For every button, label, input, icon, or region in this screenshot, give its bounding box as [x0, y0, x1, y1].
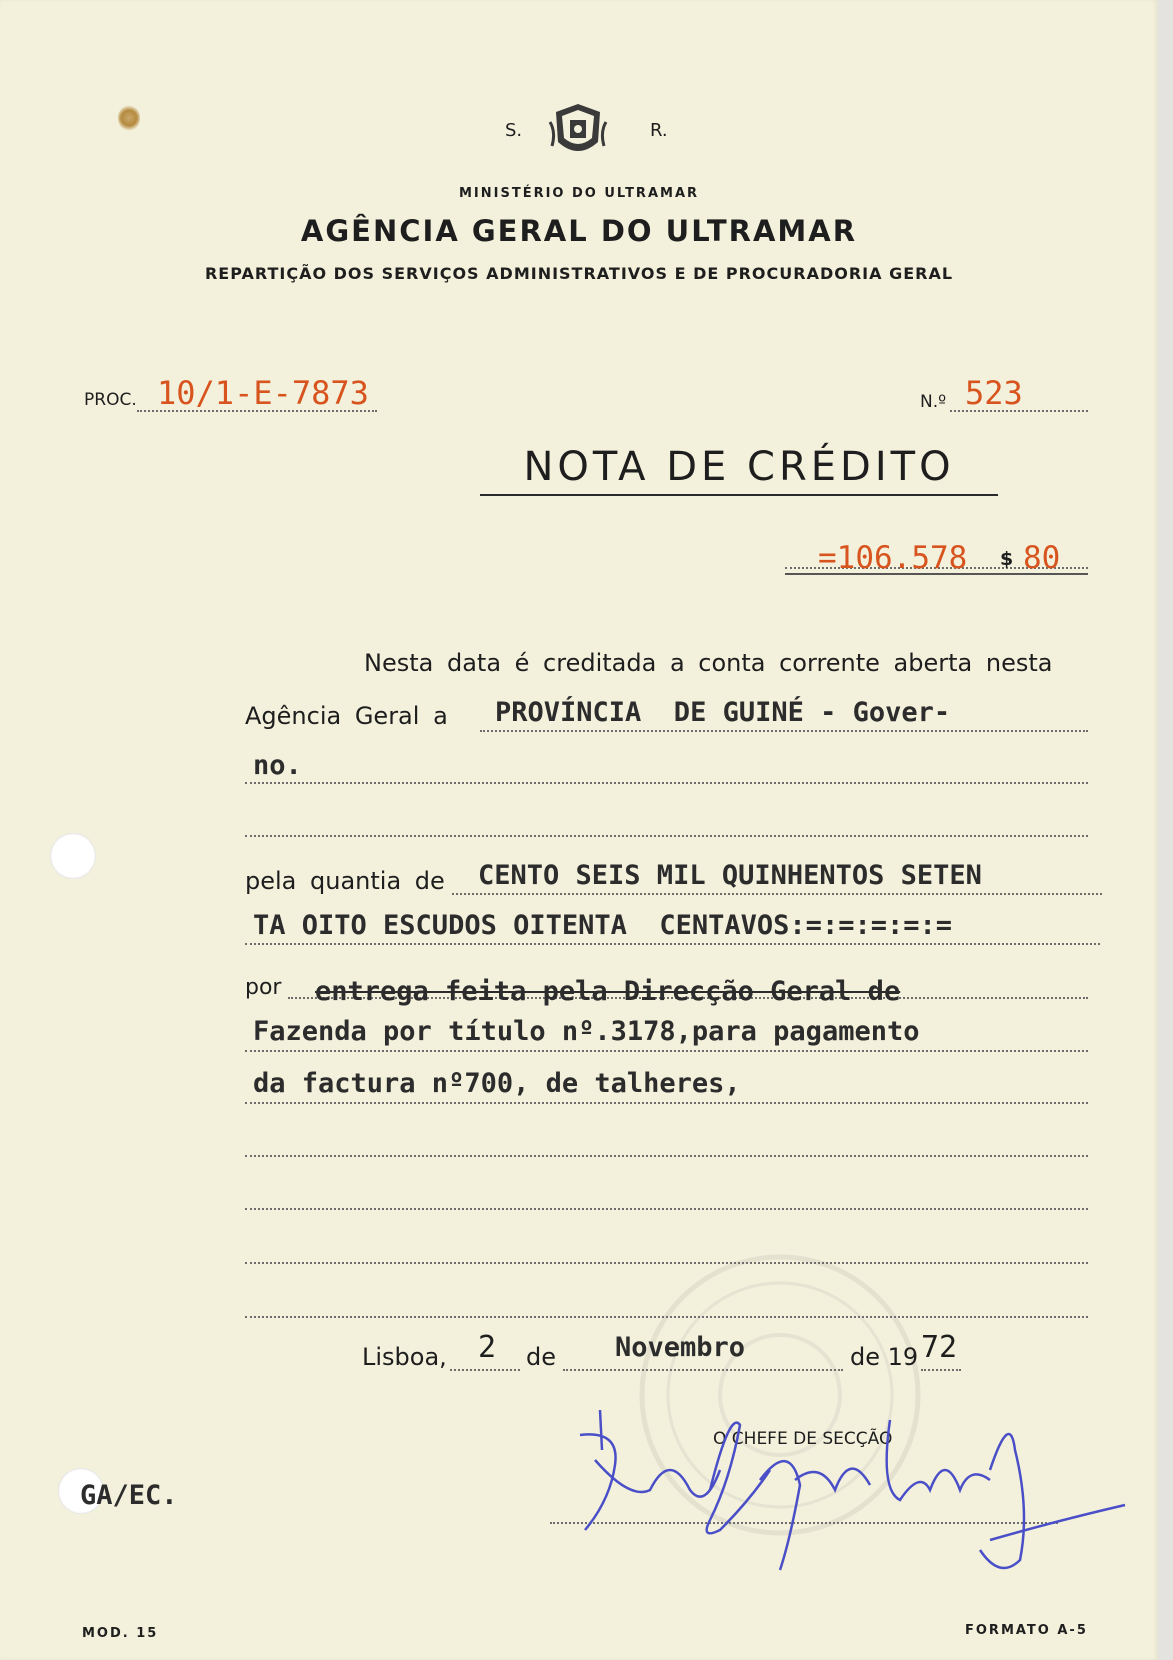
blank-dotted-line-2	[245, 1155, 1088, 1157]
blank-dotted-line-4	[245, 1262, 1088, 1264]
proc-value: 10/1-E-7873	[157, 374, 369, 412]
amount-cents: 80	[1023, 540, 1061, 576]
date-month: Novembro	[615, 1332, 746, 1363]
blank-dotted-line-5	[245, 1316, 1088, 1318]
number-label: N.º	[920, 392, 947, 412]
date-de-1: de	[526, 1343, 556, 1371]
date-day-dotted-line	[450, 1369, 520, 1371]
reason-prefix: por	[245, 975, 282, 1000]
quantity-dotted-line-2	[245, 943, 1100, 945]
reason-line-1: entrega feita pela Direcção Geral de	[315, 976, 901, 1007]
date-year: 72	[921, 1330, 958, 1365]
punch-hole-top	[50, 833, 96, 879]
amount-integer: =106.578	[818, 540, 968, 576]
department-name: REPARTIÇÃO DOS SERVIÇOS ADMINISTRATIVOS E DE PROCURADORIA GERAL	[204, 264, 954, 283]
date-city: Lisboa,	[362, 1343, 447, 1371]
beneficiary-dotted-line-1	[480, 730, 1088, 732]
format-label: FORMATO A-5	[965, 1623, 1088, 1638]
quantity-line-2: TA OITO ESCUDOS OITENTA CENTAVOS:=:=:=:=:=	[253, 910, 952, 941]
reason-line-3: da factura nº700, de talheres,	[253, 1068, 741, 1099]
s-letter: S.	[505, 120, 523, 141]
reason-dotted-line-3	[245, 1102, 1088, 1104]
beneficiary-line-2: no.	[253, 750, 302, 781]
ministry-name: MINISTÉRIO DO ULTRAMAR	[458, 186, 700, 201]
date-year-dotted-line	[921, 1369, 961, 1371]
beneficiary-prefix: Agência Geral a	[245, 702, 448, 730]
date-de-year-prefix: de 19	[850, 1343, 919, 1371]
signature-title: O CHEFE DE SECÇÃO	[713, 1429, 893, 1449]
r-letter: R.	[650, 120, 668, 141]
intro-text: Nesta data é creditada a conta corrente aberta nesta	[364, 649, 1053, 677]
date-month-dotted-line	[563, 1369, 843, 1371]
number-value: 523	[965, 374, 1023, 412]
beneficiary-dotted-line-2	[245, 782, 1088, 784]
initials: GA/EC.	[80, 1480, 178, 1511]
quantity-prefix: pela quantia de	[245, 867, 445, 895]
quantity-line-1: CENTO SEIS MIL QUINHENTOS SETEN	[478, 860, 982, 891]
document-title: NOTA DE CRÉDITO	[480, 444, 998, 496]
stain-mark	[118, 105, 140, 131]
background-edge	[1158, 0, 1173, 1660]
agency-name: AGÊNCIA GERAL DO ULTRAMAR	[300, 214, 858, 248]
quantity-dotted-line-1	[452, 893, 1102, 895]
model-number: MOD. 15	[82, 1626, 159, 1641]
reason-line-2: Fazenda por título nº.3178,para pagamento	[253, 1016, 920, 1047]
blank-dotted-line-3	[245, 1208, 1088, 1210]
beneficiary-line-1: PROVÍNCIA DE GUINÉ - Gover-	[495, 697, 951, 728]
signature-name	[560, 1560, 561, 1561]
coat-of-arms-icon	[548, 102, 608, 160]
blank-dotted-line-1	[245, 835, 1088, 837]
signature-scribble	[560, 1390, 1140, 1590]
reason-dotted-line-2	[245, 1050, 1088, 1052]
date-day: 2	[478, 1330, 497, 1365]
proc-label: PROC.	[84, 390, 137, 410]
amount-currency-symbol: $	[1000, 548, 1014, 570]
